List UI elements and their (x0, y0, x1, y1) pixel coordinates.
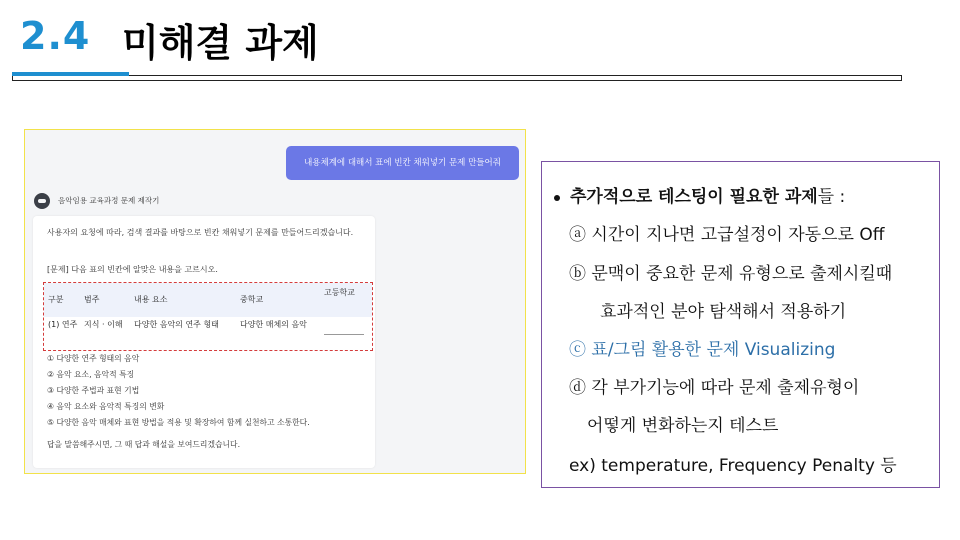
table-cell: 다양한 음악의 연주 형태 (134, 320, 219, 329)
tasks-heading-rest: 들 : (817, 187, 846, 207)
answer-option: ④ 음악 요소와 음악적 특징의 변화 (47, 402, 165, 411)
title-accent-bar (12, 72, 129, 76)
task-item-example: ex) temperature, Frequency Penalty 등 (569, 456, 897, 476)
table-blank-cell (324, 334, 364, 335)
answer-option: ① 다양한 연주 형태의 음악 (47, 354, 140, 363)
table-header-cell: 고등학교 (324, 288, 355, 297)
tasks-heading (570, 182, 845, 207)
table-cell: 지식 · 이해 (84, 320, 123, 329)
table-header-cell: 구분 (48, 295, 64, 304)
tasks-panel (541, 161, 940, 488)
task-item-continuation: 효과적인 분야 탐색해서 적용하기 (600, 302, 847, 322)
title-underline (12, 75, 902, 81)
answer-option: ③ 다양한 주법과 표현 기법 (47, 386, 140, 395)
bot-name: 음악임용 교육과정 문제 제작기 (58, 196, 160, 205)
section-number: 2.4 (20, 14, 91, 58)
task-item: ⓓ 각 부가기능에 따라 문제 출제유형이 (569, 378, 860, 398)
task-item-highlight: ⓒ 표/그림 활용한 문제 Visualizing (569, 340, 836, 360)
table-header-cell: 내용 요소 (134, 295, 168, 304)
table-header-cell: 중학교 (240, 295, 264, 304)
answer-option: ② 음악 요소, 음악적 특징 (47, 370, 135, 379)
bot-avatar-icon (34, 193, 50, 209)
task-item-continuation: 어떻게 변화하는지 테스트 (587, 416, 779, 436)
page-title: 미해결 과제 (122, 21, 319, 65)
chatbot-screenshot (24, 129, 526, 474)
bullet-icon (554, 195, 560, 201)
task-item: ⓑ 문맥이 중요한 문제 유형으로 출제시킬때 (569, 264, 893, 284)
tasks-heading-bold: 추가적으로 테스팅이 필요한 과제 (570, 187, 818, 207)
question-text: [문제] 다음 표의 빈칸에 알맞은 내용을 고르시오. (47, 265, 218, 274)
answer-option: ⑤ 다양한 음악 매체와 표현 방법을 적용 및 확장하여 함께 실천하고 소통한다. (47, 418, 310, 427)
bot-intro-text: 사용자의 요청에 따라, 검색 결과를 바탕으로 빈칸 채워넣기 문제를 만들어드리겠습니다. (47, 228, 354, 237)
bot-response-card (33, 216, 375, 468)
closing-text: 답을 말씀해주시면, 그 때 답과 해설을 보여드리겠습니다. (47, 440, 241, 449)
table-cell: 다양한 매체의 음악 (240, 320, 307, 329)
user-message-bubble[interactable]: 내용체계에 대해서 표에 빈칸 채워넣기 문제 만들어줘 (286, 146, 519, 180)
table-cell: (1) 연주 (48, 320, 78, 329)
question-table (43, 282, 373, 351)
table-header-cell: 범주 (84, 295, 100, 304)
task-item: ⓐ 시간이 지나면 고급설정이 자동으로 Off (569, 225, 885, 245)
